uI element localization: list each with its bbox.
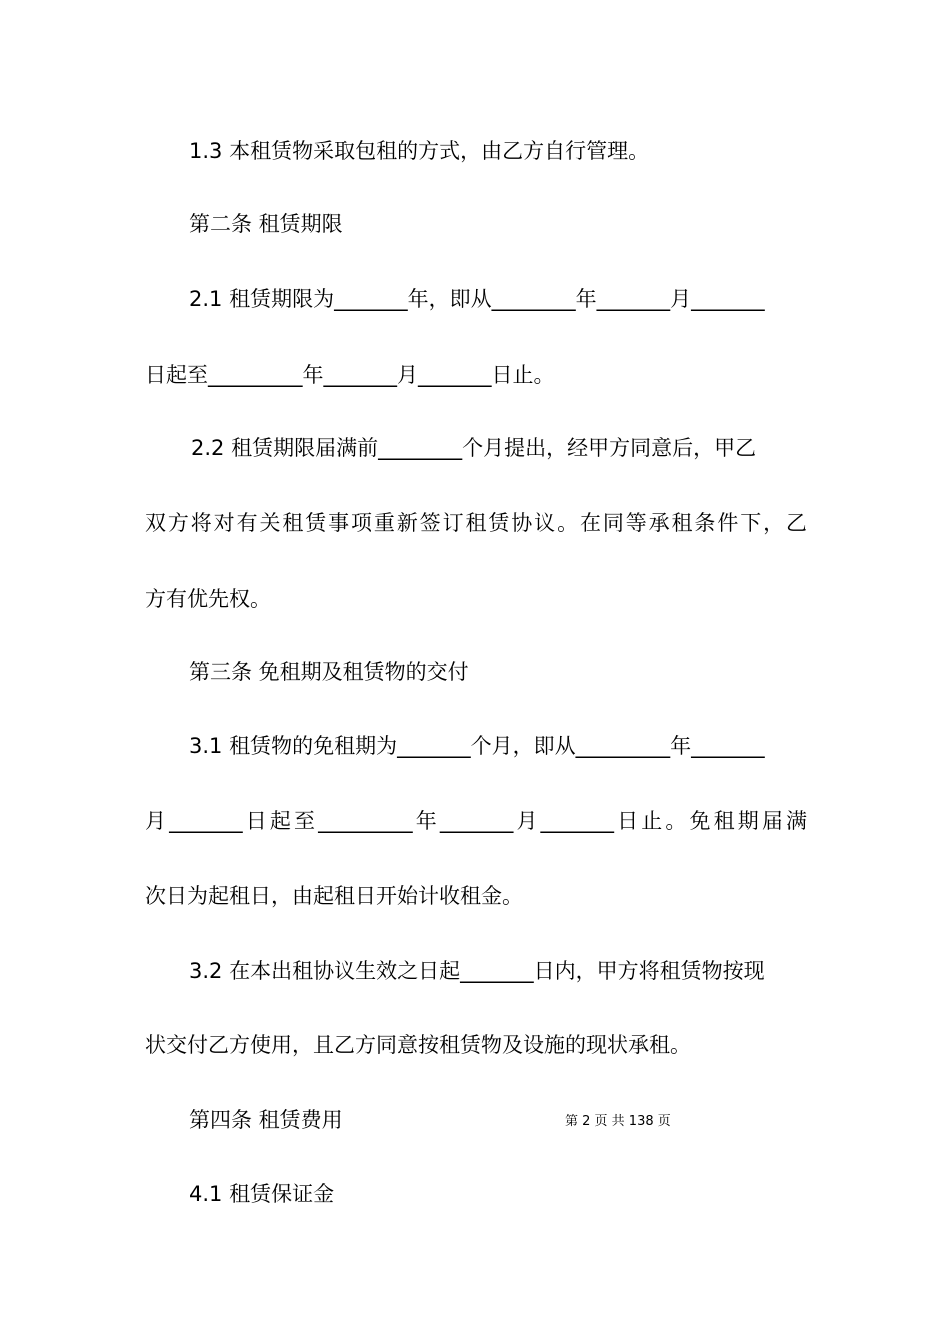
clause-1-3: 1.3 本租赁物采取包租的方式，由乙方自行管理。 — [189, 139, 650, 163]
page-number-footer: 第 2 页 共 138 页 — [565, 1114, 671, 1129]
clause-2-1-line-1: 2.1 租赁期限为_______年，即从________年_______月_______ — [189, 287, 765, 311]
clause-3-1-line-1: 3.1 租赁物的免租期为_______个月，即从_________年_______ — [189, 734, 765, 758]
article-2-heading: 第二条 租赁期限 — [189, 212, 343, 236]
clause-4-1: 4.1 租赁保证金 — [189, 1182, 335, 1206]
clause-2-2-line-1: 2.2 租赁期限届满前________个月提出，经甲方同意后，甲乙 — [191, 436, 757, 460]
article-3-heading: 第三条 免租期及租赁物的交付 — [189, 660, 469, 684]
clause-2-2-line-2: 双方将对有关租赁事项重新签订租赁协议。在同等承租条件下，乙 — [145, 511, 807, 535]
clause-2-1-line-2: 日起至_________年_______月_______日止。 — [145, 363, 555, 387]
clause-3-2-line-1: 3.2 在本出租协议生效之日起_______日内，甲方将租赁物按现 — [189, 959, 765, 983]
clause-3-1-line-3: 次日为起租日，由起租日开始计收租金。 — [145, 884, 523, 908]
clause-2-2-line-3: 方有优先权。 — [145, 587, 271, 611]
article-4-heading: 第四条 租赁费用 — [189, 1108, 343, 1132]
clause-3-1-line-2: 月_______日起至_________年_______月_______日止。免租期届满 — [145, 809, 807, 833]
clause-3-2-line-2: 状交付乙方使用，且乙方同意按租赁物及设施的现状承租。 — [145, 1033, 691, 1057]
